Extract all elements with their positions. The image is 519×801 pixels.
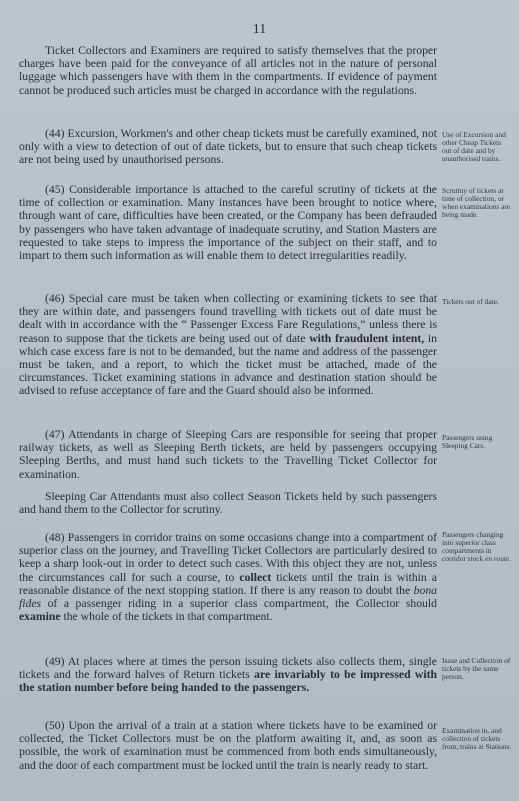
paragraph-50: (50) Upon the arrival of a train at a station where tickets have to be examined or collected, the Ticket Collectors must be on the platform awaiting it, and, as soon as possible, the work of examination must be commenced from both ends simultaneously, and the door of each compartment must be locked until the train is nearly ready to start.: [19, 719, 437, 772]
side-note-50: Examination in, and collection of tickets from, trains at Stations.: [442, 726, 512, 751]
paragraph-48-text-after: the whole of the tickets in that compartment.: [60, 610, 273, 624]
side-note-48-text: Passengers changing into superior class compartments in corridor stock: [442, 530, 504, 563]
paragraph-48-text-mid2: of a passenger riding in a superior class compartment, the Collector should: [41, 597, 437, 611]
side-note-44: Use of Excursion and other Cheap Tickets out of date and by unauthorised trains.: [442, 130, 506, 163]
paragraph-49-text-before: (49) At places where at times the person issuing tickets also collects them, single tickets and the forward halves of Return tickets: [19, 655, 437, 682]
paragraph-sleeping-car-attendants: Sleeping Car Attendants must also collect Season Tickets held by such passengers and hand them to the Collector for scrutiny.: [19, 490, 437, 517]
paragraph-46-text-before: (46) Special care must be taken when collecting or examining tickets to see that they are within date, and passengers found travelling with tickets out of date must be dealt with in accordance with the “ Passenger Excess Fare Regulations,” unless there is reason to suppose that the tickets are being used out of date: [19, 292, 437, 345]
paragraph-46: [19, 292, 437, 398]
paragraph-48: [19, 531, 437, 623]
paragraph-45: (45) Considerable importance is attached to the careful scrutiny of tickets at the time of collection or examination. Many instances have been brought to notice where, through want of care, difficulties have been created, or the Company has been defrauded by passengers who have taken advantage of inadequate scrutiny, and Station Masters are requested to take steps to impress the importance of the subject on their staff, and to impart to them such information as will enable them to detect irregularities readily.: [19, 183, 437, 263]
paragraph-49: [19, 655, 437, 695]
page-number: 11: [252, 22, 267, 37]
paragraph-46-text-after: in which case excess fare is not to be demanded, but the name and address of the passenger must be taken, and a report, to which the ticket must be attached, made of the circumstances. Ticket examining stations in advance and destination station should be advised to refuse acceptance of fare and the Guard should also be informed.: [19, 331, 438, 398]
paragraph-48-text-mid: tickets until the train is within a reasonable distance of the next stopping station. If there is any reason to doubt the: [19, 570, 437, 597]
side-note-45: Scrutiny of tickets at time of collection, or when examinations are being made.: [442, 186, 511, 219]
side-note-48: [442, 531, 512, 563]
paragraph-luggage-charges: Ticket Collectors and Examiners are required to satisfy themselves that the proper charges have been paid for the conveyance of all articles not in the nature of personal luggage which passengers have with them in the compartments. If evidence of payment cannot be produced such articles must be charged in accordance with the regulations.: [19, 44, 437, 97]
side-note-49: Issue and Collection of tickets by the same person.: [442, 656, 511, 681]
paragraph-44: (44) Excursion, Workmen's and other cheap tickets must be carefully examined, not only with a view to detection of out of date tickets, but to ensure that such cheap tickets are not being used by unauthorised persons.: [19, 127, 437, 167]
paragraph-46-bold: with fraudulent intent,: [309, 331, 425, 345]
paragraph-49-bold: are invariably to be impressed with the station number before being handed to the passengers.: [19, 668, 437, 695]
paragraph-48-bold-examine: examine: [19, 610, 61, 624]
paragraph-47: (47) Attendants in charge of Sleeping Cars are responsible for seeing that proper railway tickets, as well as Sleeping Berth tickets, are held by passengers occupying Sleeping Berths, and must hand such tickets to the Travelling Ticket Collector for examination.: [19, 428, 437, 481]
paragraph-48-italic: bona fides: [19, 583, 437, 611]
paragraph-48-bold-collect: collect: [239, 570, 272, 584]
paragraph-48-text-before: (48) Passengers in corridor trains on some occasions change into a compartment of superior class on the journey, and Travelling Ticket Collectors are particularly desired to keep a sharp look-out in order to detect such cases. With this object they are not, unless the circumstances call for such a course, to: [19, 531, 437, 584]
side-note-46: Tickets out of date.: [442, 297, 499, 306]
side-note-48-italic: en route.: [485, 553, 512, 563]
side-note-47: Passengers using Sleeping Cars.: [442, 433, 493, 450]
